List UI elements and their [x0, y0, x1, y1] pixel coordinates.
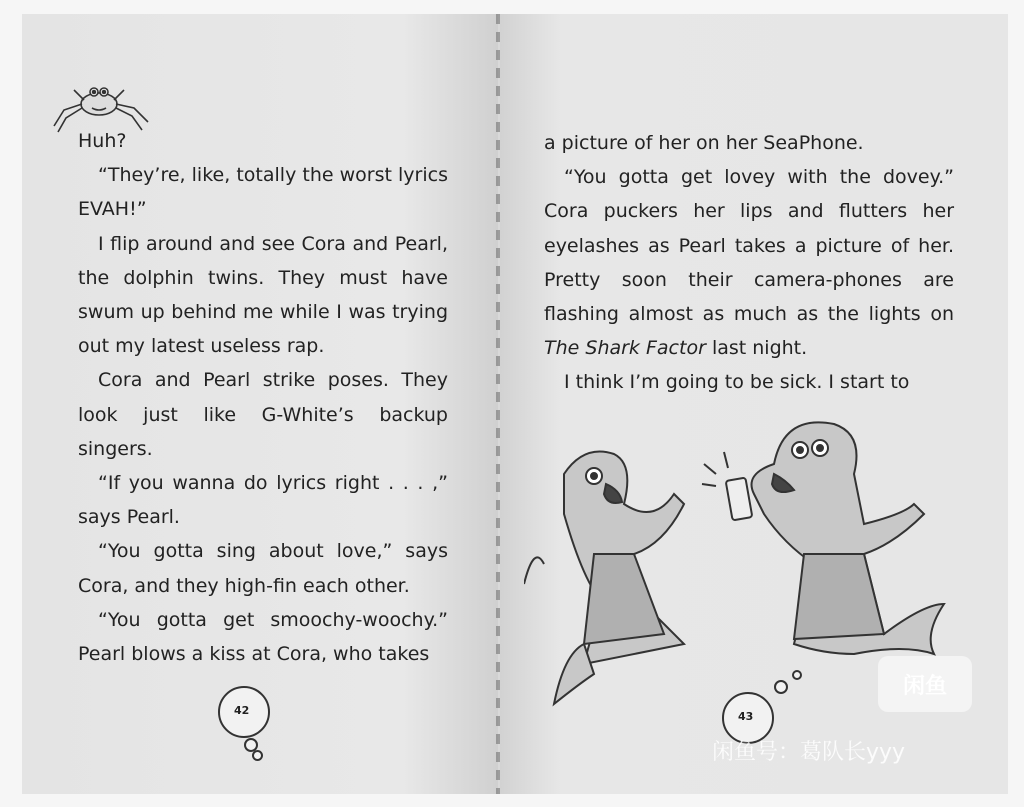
text-paragraph: [544, 160, 954, 365]
text-paragraph: “If you wanna do lyrics right . . . ,” says Pearl.: [78, 472, 448, 529]
left-page-text: [78, 124, 448, 671]
watermark-logo: 闲鱼: [878, 656, 972, 712]
text-paragraph: “They’re, like, totally the worst lyrics EVAH!”: [78, 164, 448, 221]
small-bubble: [252, 750, 263, 761]
text-run: last night.: [711, 337, 808, 360]
text-paragraph: I think I’m going to be sick. I start to: [564, 371, 910, 394]
text-run: “You gotta get lovey with the dovey.” Cora puckers her lips and flutters her eyelashes as Pearl takes a picture of her. Pretty soon their camera-phones are flashing almost as much as the lights on: [544, 166, 954, 326]
text-paragraph: “You gotta get smoochy-woochy.” Pearl blows a kiss at Cora, who takes: [78, 608, 448, 666]
right-page-text: [544, 126, 954, 400]
book-spread: [22, 14, 1008, 794]
small-bubble: [774, 680, 788, 694]
text-line-huh: Huh?: [78, 130, 127, 152]
page-number: 42: [234, 704, 250, 717]
watermark-text: 闲鱼号：葛队长yyy: [712, 740, 906, 765]
text-paragraph: Cora and Pearl strike poses. They look just like G-White’s backup singers.: [78, 369, 448, 460]
page-number: 43: [738, 710, 754, 723]
text-paragraph: a picture of her on her SeaPhone.: [544, 132, 864, 154]
text-paragraph: “You gotta sing about love,” says Cora, and they high-fin each other.: [78, 540, 448, 597]
show-title: The Shark Factor: [544, 337, 706, 360]
left-page: [22, 14, 498, 794]
text-paragraph: I flip around and see Cora and Pearl, the dolphin twins. They must have swum up behind me while I was trying out my latest useless rap.: [78, 232, 448, 358]
small-bubble: [792, 670, 802, 680]
